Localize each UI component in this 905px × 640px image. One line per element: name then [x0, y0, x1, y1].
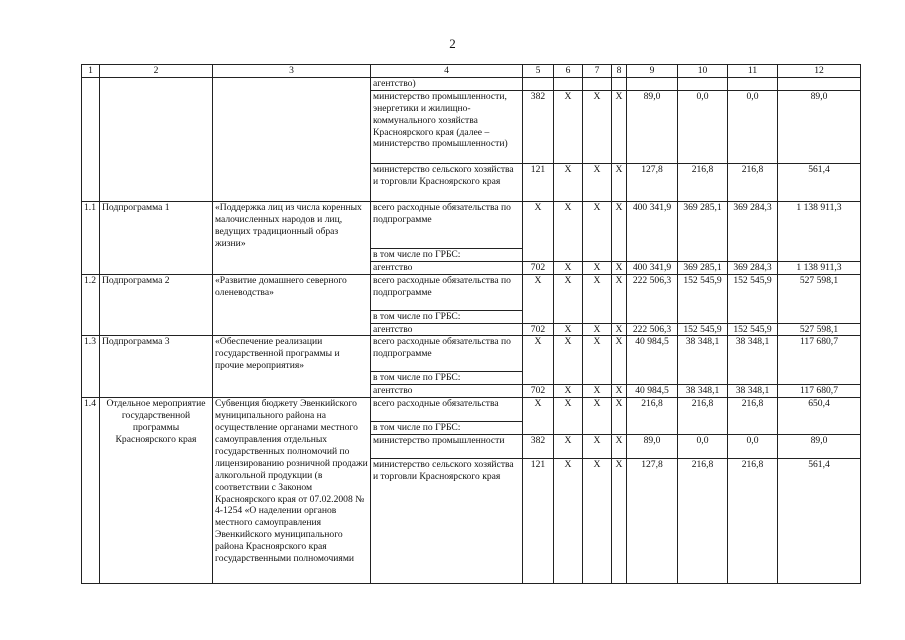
table-row: агентство 702 Х Х Х 400 341,9 369 285,1 369 284,3 1 138 911,3: [82, 261, 861, 274]
table-cell: агентство: [371, 385, 523, 398]
row-name: «Развитие домашнего северного оленеводства»: [213, 274, 371, 336]
table-row: 1.1 Подпрограмма 1 «Поддержка лиц из числа коренных малочисленных народов и лиц, ведущих традиционный образ жизни» всего расходные обязательства по подпрограмме Х Х Х Х 400 341,9 369 285,1 369 284,3 1 138 911,3: [82, 201, 861, 248]
table-cell: всего расходные обязательства: [371, 398, 523, 422]
table-cell: агентство: [371, 323, 523, 336]
row-number: 1.3: [82, 336, 100, 398]
table-cell: в том числе по ГРБС:: [371, 248, 523, 261]
table-cell: агентство: [371, 261, 523, 274]
table-cell: министерство сельского хозяйства и торговли Красноярского края: [371, 459, 523, 584]
row-type: Отдельное мероприятие государственной программы Красноярского края: [100, 398, 213, 584]
column-number: 12: [778, 65, 861, 78]
table-cell: в том числе по ГРБС:: [371, 422, 523, 435]
page-number: 2: [449, 36, 456, 51]
row-number: 1.4: [82, 398, 100, 584]
row-number: 1.1: [82, 201, 100, 274]
table-row: агентство 702 Х Х Х 222 506,3 152 545,9 152 545,9 527 598,1: [82, 323, 861, 336]
row-name: «Поддержка лиц из числа коренных малочисленных народов и лиц, ведущих традиционный образ жизни»: [213, 201, 371, 274]
column-number: 7: [583, 65, 612, 78]
table-row: министерство сельского хозяйства и торговли Красноярского края 121 Х Х Х 127,8 216,8 216,8 561,4: [82, 459, 861, 584]
row-name: Субвенция бюджету Эвенкийского муниципального района на осуществление органами местного самоуправления отдельных государственных полномочий по лицензированию розничной продажи алкогольной продукции (в соответствии с Законом Красноярского края от 07.02.2008 № 4-1254 «О наделении органов местного самоуправления Эвенкийского муниципального района Красноярского края государственными полномочиями: [213, 398, 371, 584]
header-row: [82, 65, 861, 78]
row-name: «Обеспечение реализации государственной программы и прочие мероприятия»: [213, 336, 371, 398]
row-type: Подпрограмма 3: [100, 336, 213, 398]
table-cell: всего расходные обязательства по подпрограмме: [371, 336, 523, 372]
column-number: 2: [100, 65, 213, 78]
table-row: министерство сельского хозяйства и торговли Красноярского края 121 Х Х Х 127,8 216,8 216,8 561,4: [82, 163, 861, 201]
column-number: 5: [523, 65, 554, 78]
table-row: агентство 702 Х Х Х 40 984,5 38 348,1 38 348,1 117 680,7: [82, 385, 861, 398]
row-type: Подпрограмма 2: [100, 274, 213, 336]
table-row: министерство промышленности, энергетики и жилищно-коммунального хозяйства Красноярского края (далее – министерство промышленности) 382 Х Х Х 89,0 0,0 0,0 89,0: [82, 90, 861, 163]
column-number: 10: [678, 65, 728, 78]
column-number: 6: [554, 65, 583, 78]
row-type: Подпрограмма 1: [100, 201, 213, 274]
table-row: министерство промышленности 382 Х Х Х 89,0 0,0 0,0 89,0: [82, 435, 861, 459]
budget-table: [81, 64, 861, 584]
table-cell: в том числе по ГРБС:: [371, 372, 523, 385]
table-cell: всего расходные обязательства по подпрограмме: [371, 274, 523, 310]
column-number: 9: [627, 65, 678, 78]
column-number: 4: [371, 65, 523, 78]
table-row: [82, 77, 861, 90]
row-number: 1.2: [82, 274, 100, 336]
table-cell: всего расходные обязательства по подпрограмме: [371, 201, 523, 248]
table-row: 1.2 Подпрограмма 2 «Развитие домашнего северного оленеводства» всего расходные обязательства по подпрограмме Х Х Х Х 222 506,3 152 545,9 152 545,9 527 598,1: [82, 274, 861, 310]
table-cell: в том числе по ГРБС:: [371, 310, 523, 323]
table-cell: министерство промышленности: [371, 435, 523, 459]
table-row: 1.3 Подпрограмма 3 «Обеспечение реализации государственной программы и прочие мероприятия» всего расходные обязательства по подпрограмме Х Х Х Х 40 984,5 38 348,1 38 348,1 117 680,7: [82, 336, 861, 372]
column-number: 3: [213, 65, 371, 78]
table-cell: министерство промышленности, энергетики и жилищно-коммунального хозяйства Красноярского края (далее – министерство промышленности): [371, 90, 523, 163]
table-row: 1.4 Отдельное мероприятие государственной программы Красноярского края Субвенция бюджету Эвенкийского муниципального района на осуществление органами местного самоуправления отдельных государственных полномочий по лицензированию розничной продажи алкогольной продукции (в соответствии с Законом Красноярского края от 07.02.2008 № 4-1254 «О наделении органов местного самоуправления Эвенкийского муниципального района Красноярского края государственными полномочиями всего расходные обязательства Х Х Х Х 216,8 216,8 216,8 650,4: [82, 398, 861, 422]
table-cell: министерство сельского хозяйства и торговли Красноярского края: [371, 163, 523, 201]
column-number: 11: [728, 65, 778, 78]
column-number: 8: [612, 65, 627, 78]
column-number: 1: [82, 65, 100, 78]
table-cell: агентство): [371, 77, 523, 90]
